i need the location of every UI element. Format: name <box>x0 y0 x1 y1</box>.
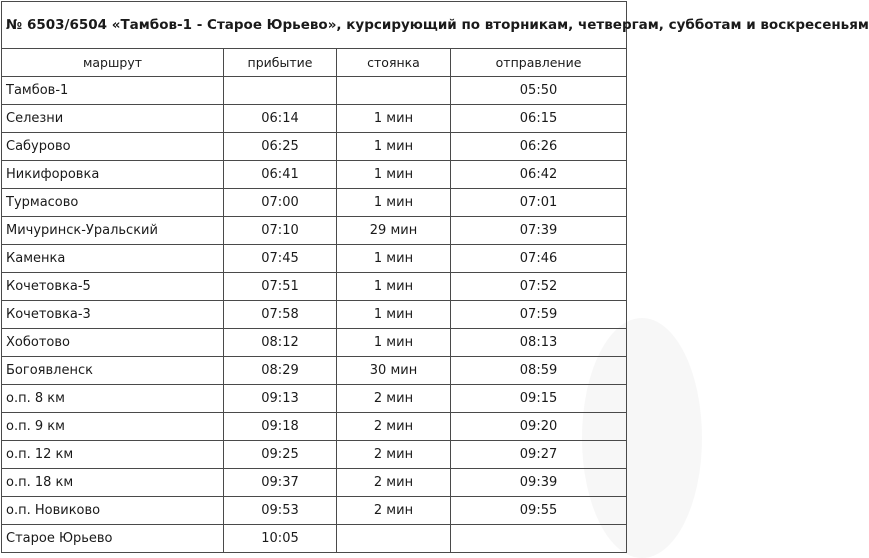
arrival-cell: 09:25 <box>224 441 337 469</box>
departure-cell: 06:26 <box>451 133 627 161</box>
station-cell: Никифоровка <box>2 161 224 189</box>
station-cell: о.п. Новиково <box>2 497 224 525</box>
arrival-cell: 06:14 <box>224 105 337 133</box>
table-row <box>2 77 627 105</box>
departure-cell: 09:20 <box>451 413 627 441</box>
table-row <box>2 385 627 413</box>
departure-cell: 06:42 <box>451 161 627 189</box>
table-row <box>2 161 627 189</box>
station-cell: о.п. 12 км <box>2 441 224 469</box>
arrival-cell: 07:10 <box>224 217 337 245</box>
table-row <box>2 189 627 217</box>
stop-cell: 29 мин <box>337 217 451 245</box>
departure-cell: 09:55 <box>451 497 627 525</box>
station-cell: Мичуринск-Уральский <box>2 217 224 245</box>
arrival-cell: 09:53 <box>224 497 337 525</box>
station-cell: Тамбов-1 <box>2 77 224 105</box>
table-row <box>2 441 627 469</box>
stop-cell: 2 мин <box>337 497 451 525</box>
column-header-departure: отправление <box>451 49 627 77</box>
station-cell: Хоботово <box>2 329 224 357</box>
arrival-cell: 08:12 <box>224 329 337 357</box>
departure-cell: 09:27 <box>451 441 627 469</box>
table-row <box>2 413 627 441</box>
stop-cell: 1 мин <box>337 245 451 273</box>
stop-cell: 1 мин <box>337 133 451 161</box>
station-cell: о.п. 8 км <box>2 385 224 413</box>
station-cell: Богоявленск <box>2 357 224 385</box>
departure-cell: 09:39 <box>451 469 627 497</box>
arrival-cell: 09:13 <box>224 385 337 413</box>
table-row <box>2 329 627 357</box>
stop-cell: 1 мин <box>337 329 451 357</box>
arrival-cell: 06:41 <box>224 161 337 189</box>
departure-cell: 05:50 <box>451 77 627 105</box>
stop-cell <box>337 525 451 553</box>
table-row <box>2 217 627 245</box>
arrival-cell: 07:45 <box>224 245 337 273</box>
table-row <box>2 497 627 525</box>
arrival-cell: 08:29 <box>224 357 337 385</box>
departure-cell: 07:59 <box>451 301 627 329</box>
station-cell: Сабурово <box>2 133 224 161</box>
table-row <box>2 525 627 553</box>
column-header-arrival: прибытие <box>224 49 337 77</box>
departure-cell: 07:46 <box>451 245 627 273</box>
station-cell: о.п. 9 км <box>2 413 224 441</box>
departure-cell: 07:52 <box>451 273 627 301</box>
table-row <box>2 357 627 385</box>
station-cell: Селезни <box>2 105 224 133</box>
station-cell: Кочетовка-5 <box>2 273 224 301</box>
station-cell: Турмасово <box>2 189 224 217</box>
departure-cell: 09:15 <box>451 385 627 413</box>
schedule-body <box>2 77 627 553</box>
departure-cell: 08:13 <box>451 329 627 357</box>
table-row <box>2 245 627 273</box>
departure-cell: 06:15 <box>451 105 627 133</box>
arrival-cell: 10:05 <box>224 525 337 553</box>
stop-cell: 2 мин <box>337 385 451 413</box>
departure-cell <box>451 525 627 553</box>
stop-cell: 1 мин <box>337 301 451 329</box>
station-cell: Старое Юрьево <box>2 525 224 553</box>
station-cell: Каменка <box>2 245 224 273</box>
column-header-stop: стоянка <box>337 49 451 77</box>
stop-cell: 2 мин <box>337 441 451 469</box>
station-cell: о.п. 18 км <box>2 469 224 497</box>
arrival-cell: 07:51 <box>224 273 337 301</box>
table-row <box>2 133 627 161</box>
stop-cell: 2 мин <box>337 469 451 497</box>
arrival-cell: 07:00 <box>224 189 337 217</box>
stop-cell: 1 мин <box>337 105 451 133</box>
stop-cell: 1 мин <box>337 189 451 217</box>
stop-cell <box>337 77 451 105</box>
table-row <box>2 301 627 329</box>
arrival-cell: 06:25 <box>224 133 337 161</box>
stop-cell: 1 мин <box>337 273 451 301</box>
arrival-cell <box>224 77 337 105</box>
stop-cell: 1 мин <box>337 161 451 189</box>
departure-cell: 07:39 <box>451 217 627 245</box>
table-row <box>2 273 627 301</box>
stop-cell: 2 мин <box>337 413 451 441</box>
station-cell: Кочетовка-3 <box>2 301 224 329</box>
column-header-route: маршрут <box>2 49 224 77</box>
arrival-cell: 09:37 <box>224 469 337 497</box>
arrival-cell: 07:58 <box>224 301 337 329</box>
table-row <box>2 469 627 497</box>
departure-cell: 07:01 <box>451 189 627 217</box>
stop-cell: 30 мин <box>337 357 451 385</box>
departure-cell: 08:59 <box>451 357 627 385</box>
table-title: № 6503/6504 «Тамбов-1 - Старое Юрьево», курсирующий по вторникам, четвергам, субботам и воскресеньям <box>2 2 627 49</box>
arrival-cell: 09:18 <box>224 413 337 441</box>
schedule-table <box>1 1 869 553</box>
table-row <box>2 105 627 133</box>
